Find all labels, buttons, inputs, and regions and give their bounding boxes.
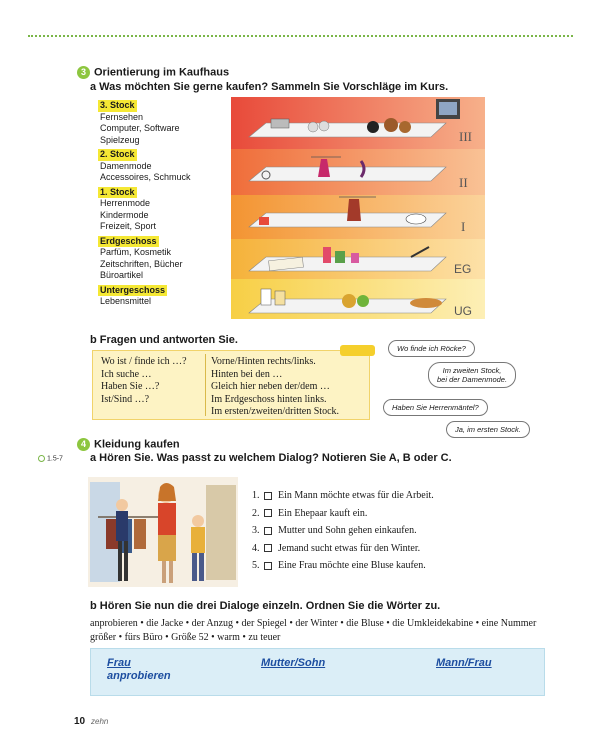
floor-name: 1. Stock	[100, 186, 135, 197]
floor-name: 2. Stock	[100, 149, 135, 159]
floor-entry	[100, 100, 230, 146]
floor-item: Accessoires, Schmuck	[100, 172, 191, 182]
bread-icon	[410, 298, 442, 308]
statement-item	[252, 557, 434, 575]
bubble-line: bei der Damenmode.	[437, 375, 508, 384]
floor-name: Erdgeschoss	[100, 235, 157, 246]
item-text: Ein Ehepaar kauft ein.	[278, 507, 368, 519]
speech-bubble: Ja, im ersten Stock.	[446, 421, 530, 438]
floor-name: 3. Stock	[100, 100, 135, 110]
floor-item: Computer, Software	[100, 123, 180, 133]
floor-item: Büroartikel	[100, 270, 144, 280]
floor-item: Zeitschriften, Bücher	[100, 258, 183, 269]
floor-item: Parfüm, Kosmetik	[100, 247, 172, 257]
floor-item: Herrenmode	[100, 198, 151, 208]
item-number: 4.	[252, 542, 260, 554]
answer-checkbox[interactable]	[264, 492, 272, 500]
coat-icon	[347, 199, 361, 221]
shop-scene-illustration	[88, 477, 238, 587]
ball-icon	[367, 121, 379, 133]
item-text: Jemand sucht etwas für den Winter.	[278, 542, 421, 554]
statement-item	[252, 540, 434, 558]
floor-item: Damenmode	[100, 160, 152, 171]
statement-item	[252, 487, 434, 505]
phrase: Im Erdgeschoss hinten links.	[211, 393, 327, 405]
answer-checkbox[interactable]	[264, 509, 272, 517]
top-dotted-rule	[28, 35, 573, 37]
column-header-mutter-sohn: Mutter/Sohn	[261, 657, 326, 669]
floor-sign: II	[459, 175, 468, 190]
phrase: Hinten bei den …	[211, 368, 283, 380]
boy-figure	[192, 515, 204, 527]
task-4b: b Hören Sie nun die drei Dialoge einzeln. Ordnen Sie die Wörter zu.	[90, 600, 441, 612]
item-number: 1.	[252, 490, 260, 502]
section-3-heading	[77, 66, 229, 79]
phrase-box	[92, 350, 370, 420]
floor-item: Spielzeug	[100, 134, 140, 145]
floor-directory	[100, 100, 230, 311]
phrase: Haben Sie …?	[101, 381, 160, 392]
audio-track	[38, 455, 63, 462]
perfume-icon	[323, 247, 331, 263]
track-number: 1.5-7	[47, 455, 63, 463]
section-title: Orientierung im Kaufhaus	[94, 66, 230, 79]
speech-bubble: Wo finde ich Röcke?	[388, 340, 475, 357]
column-header-mann-frau: Mann/Frau	[436, 657, 492, 669]
phrase: Ich suche …	[101, 368, 152, 380]
section-4-heading	[77, 438, 180, 451]
question-phrases	[101, 356, 187, 406]
pear-icon	[342, 294, 356, 308]
floor-sign: EG	[454, 262, 472, 276]
speech-bubble	[428, 362, 516, 388]
answer-checkbox[interactable]	[264, 527, 272, 535]
saleswoman-figure	[116, 499, 128, 511]
section-title: Kleidung kaufen	[94, 438, 180, 451]
floor-entry	[100, 187, 230, 233]
answer-table	[90, 648, 545, 696]
item-number: 2.	[252, 507, 260, 519]
word-bank: anprobieren • die Jacke • der Anzug • der Spiegel • der Winter • die Bluse • die Umkleidekabine • eine Nummer größer • fürs Büro • Größe 52 • warm • zu teuer	[90, 618, 537, 643]
answer-phrases	[211, 356, 339, 419]
statement-item	[252, 522, 434, 540]
answer-checkbox[interactable]	[264, 562, 272, 570]
floor-entry	[100, 149, 230, 184]
cd-icon	[38, 455, 45, 462]
floor-sign: III	[459, 129, 472, 144]
floor-entry	[100, 285, 230, 308]
racket-icon	[406, 214, 426, 224]
statement-list	[252, 487, 434, 575]
floor-item: Freizeit, Sport	[100, 221, 157, 231]
task-3b: b Fragen und antworten Sie.	[90, 334, 238, 346]
cd-icon	[308, 122, 318, 132]
floor-item: Fernsehen	[100, 111, 144, 122]
item-number: 3.	[252, 525, 260, 537]
item-text: Ein Mann möchte etwas für die Arbeit.	[278, 490, 434, 502]
task-3a: a Was möchten Sie gerne kaufen? Sammeln Sie Vorschläge im Kurs.	[90, 81, 449, 93]
kids-clothes-icon	[259, 217, 269, 225]
example-answer: anprobieren	[107, 670, 171, 682]
floor-item: Lebensmittel	[100, 296, 152, 306]
floor-entry	[100, 236, 230, 282]
phrase: Gleich hier neben der/dem …	[211, 381, 330, 392]
page-number-word: zehn	[91, 717, 109, 726]
floor-item: Kindermode	[100, 209, 149, 220]
section-number-badge: 4	[77, 438, 90, 451]
laptop-icon	[271, 119, 289, 128]
page-number: 10	[74, 716, 86, 727]
phrase: Vorne/Hinten rechts/links.	[211, 356, 316, 367]
task-4a: a Hören Sie. Was passt zu welchem Dialog? Notieren Sie A, B oder C.	[90, 452, 452, 464]
phrase-box-tab	[340, 345, 375, 356]
department-store-illustration	[231, 97, 485, 319]
item-number: 5.	[252, 560, 260, 572]
item-text: Mutter und Sohn gehen einkaufen.	[278, 525, 417, 537]
milk-icon	[261, 289, 271, 305]
speech-bubble: Haben Sie Herrenmäntel?	[383, 399, 488, 416]
floor-sign: I	[461, 219, 466, 234]
teddy-bear-icon	[384, 118, 398, 132]
item-text: Eine Frau möchte eine Bluse kaufen.	[278, 560, 426, 572]
phrase: Ist/Sind …?	[101, 393, 150, 405]
statement-item	[252, 505, 434, 523]
phrase: Im ersten/zweiten/dritten Stock.	[211, 406, 340, 417]
bubble-line: Im zweiten Stock,	[442, 366, 502, 375]
answer-checkbox[interactable]	[264, 544, 272, 552]
floor-name: Untergeschoss	[100, 284, 166, 295]
section-number-badge: 3	[77, 66, 90, 79]
apple-icon	[357, 295, 369, 307]
column-header-frau: Frau	[107, 657, 131, 669]
phrase: Wo ist / finde ich …?	[101, 356, 187, 367]
floor-sign: UG	[454, 304, 472, 318]
phrase-divider	[205, 354, 206, 416]
